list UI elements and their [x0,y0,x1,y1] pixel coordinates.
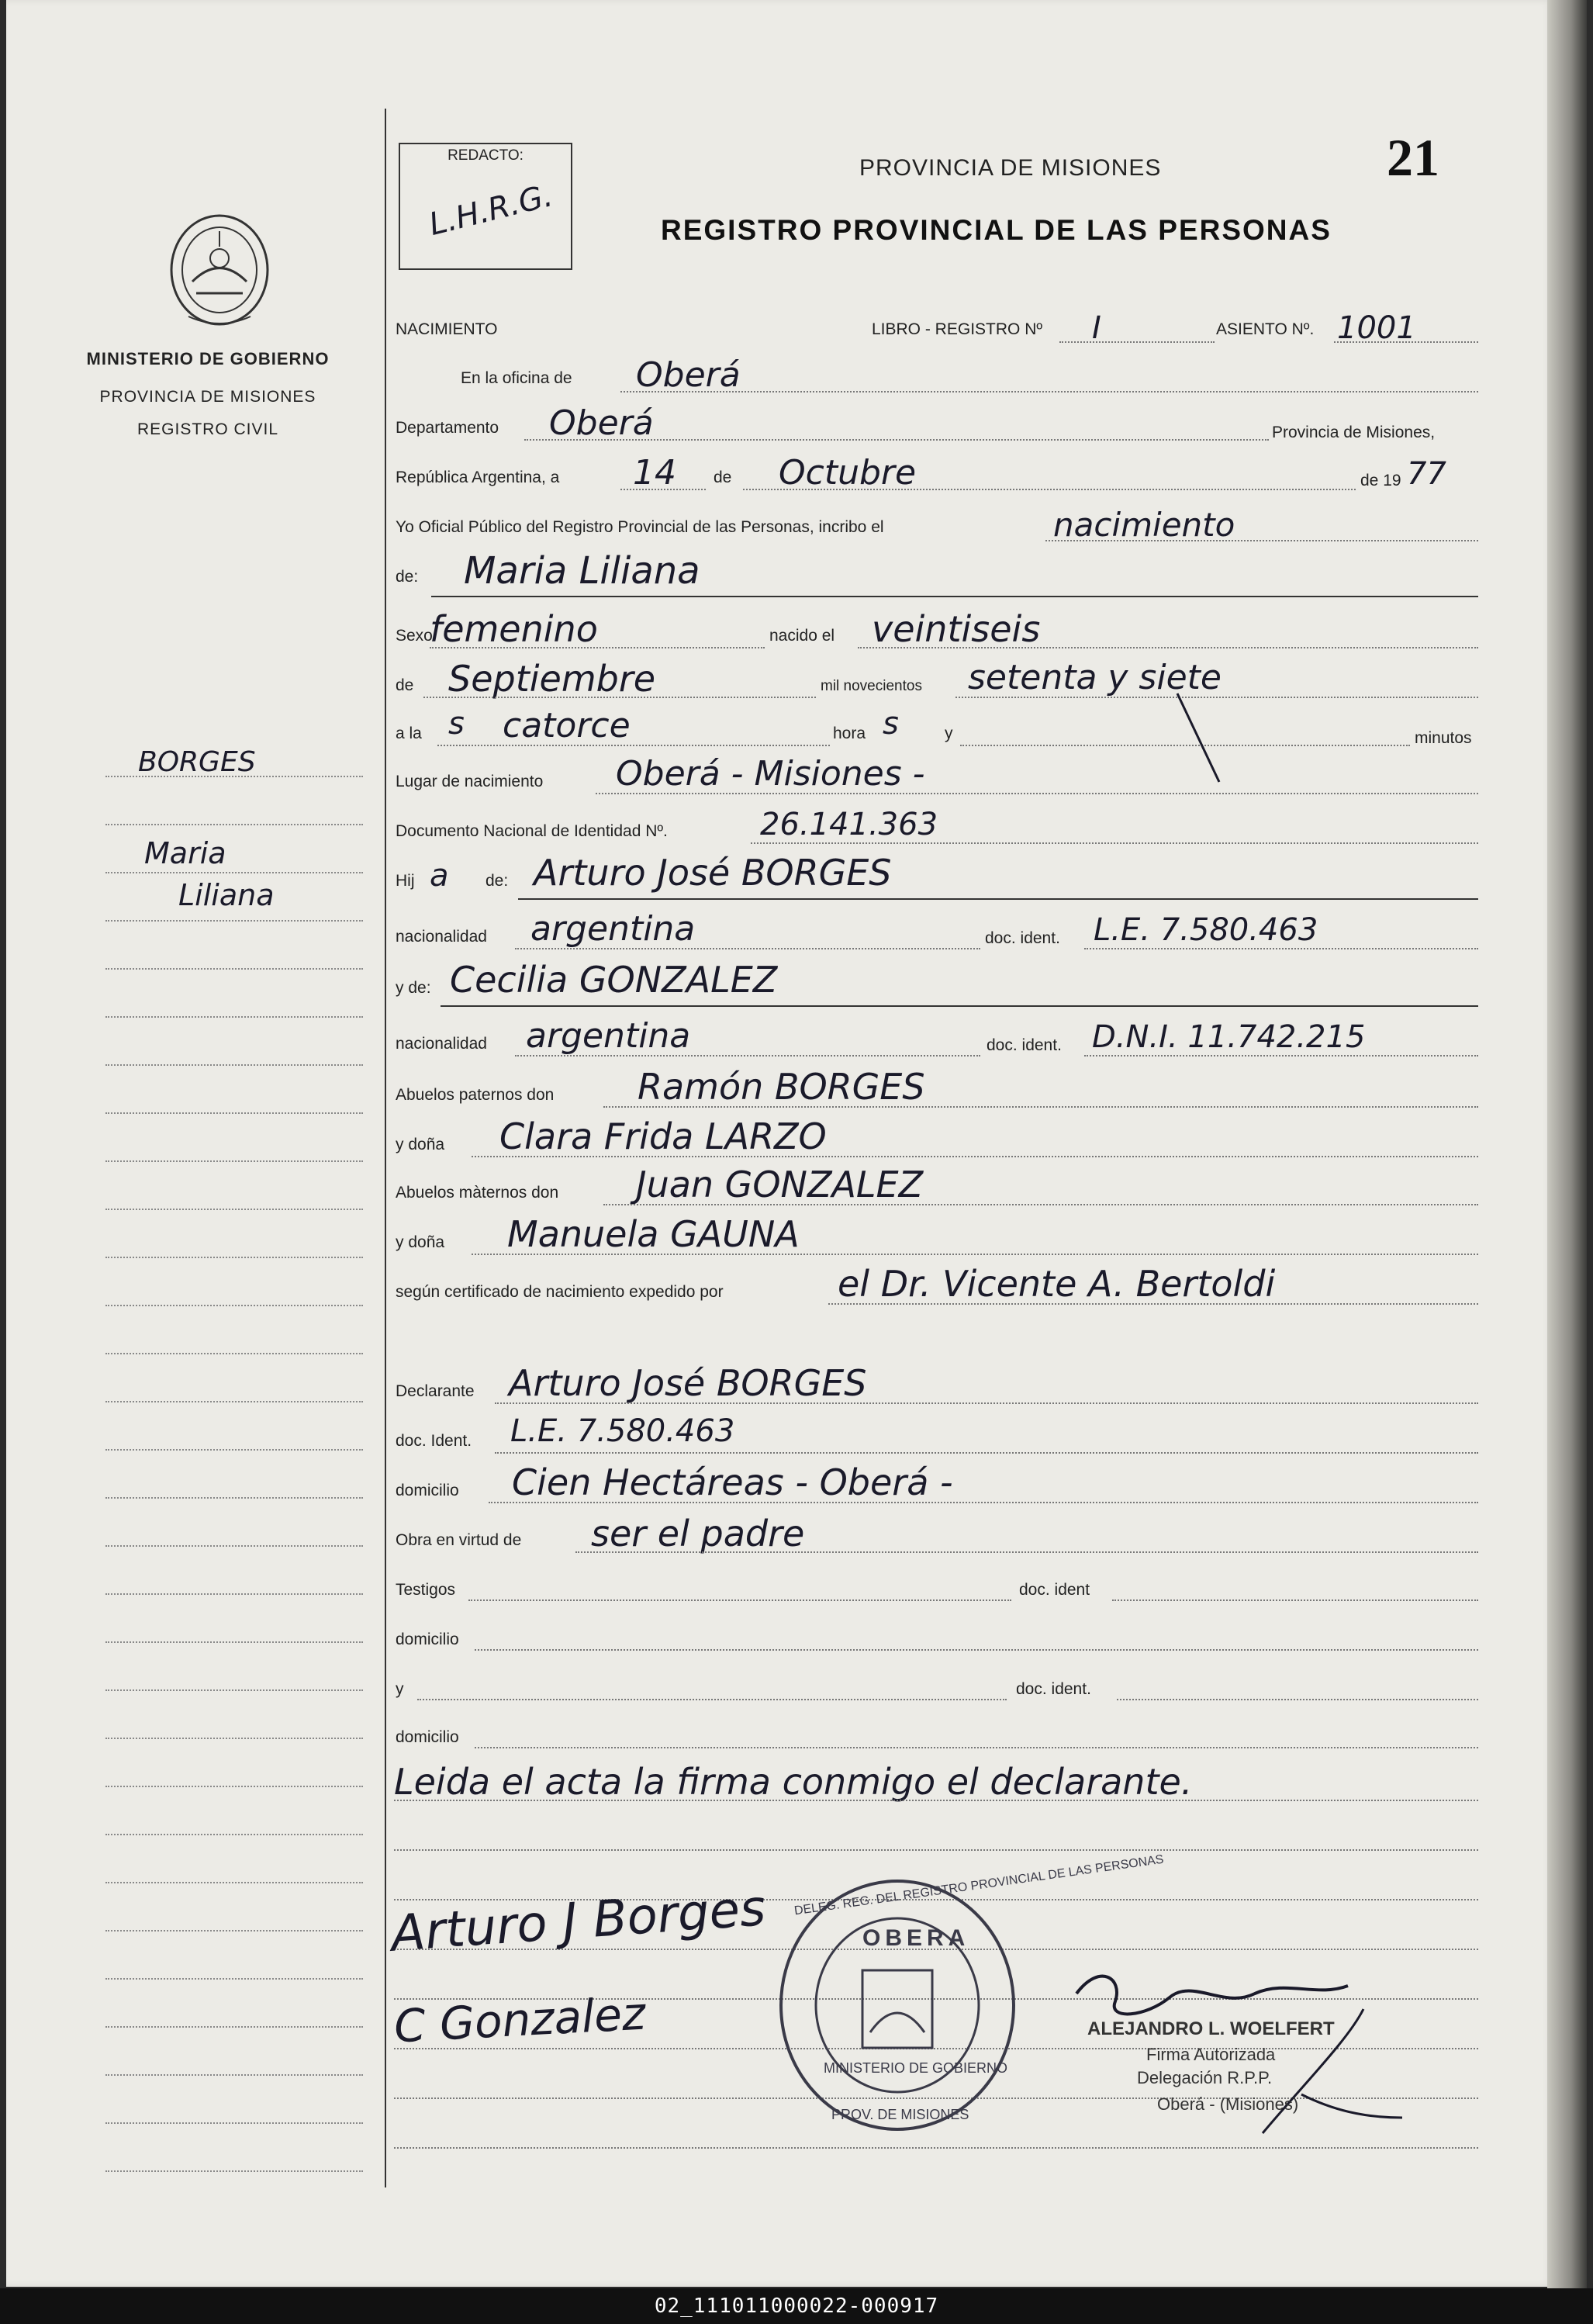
abpat-label: Abuelos paternos don [396,1086,555,1104]
margin-ruled-line [105,1689,363,1691]
margin-ruled-line [105,1786,363,1787]
official-name: ALEJANDRO L. WOELFERT [1087,2018,1335,2039]
image-footer-id: 02_111011000022-000917 [0,2288,1593,2324]
margin-ruled-line [105,1545,363,1547]
sexo-label: Sexo [396,627,433,645]
abmat-label: Abuelos màternos don [396,1184,559,1202]
official-place: Oberá - (Misiones) [1157,2094,1299,2114]
cert-label: según certificado de nacimiento expedido por [396,1283,724,1301]
de-anio-label: de 19 [1360,472,1401,489]
margin-ruled-line [105,2122,363,2124]
ministry-registry: REGISTRO CIVIL [136,420,279,438]
oficina-label: En la oficina de [461,369,572,387]
dni-value: 26.141.363 [760,807,938,842]
nac2-value: argentina [526,1016,691,1056]
nacimiento-label: NACIMIENTO [396,320,498,338]
abpat-value: Ramón BORGES [638,1066,925,1108]
margin-ruled-line [105,1209,363,1210]
docdecl-value: L.E. 7.580.463 [510,1413,735,1449]
de-label-3: de [396,676,414,694]
margin-ruled-line [105,1064,363,1066]
margin-divider [385,109,386,2187]
page-title: REGISTRO PROVINCIAL DE LAS PERSONAS [661,214,1332,246]
dni-label: Documento Nacional de Identidad Nº. [396,822,668,840]
padre-value: Arturo José BORGES [534,852,892,894]
abmat-value: Juan GONZALEZ [636,1164,924,1205]
registry-stamp [769,1852,1165,2133]
hij-label: Hij [396,872,415,890]
margin-ruled-line [105,776,363,777]
margin-ruled-line [105,1593,363,1595]
hij-suffix: a [430,858,449,894]
margin-ruled-line [105,920,363,922]
official-delegation: Delegación R.P.P. [1137,2068,1273,2087]
signature-ruled-line [394,1849,1478,1851]
de-label-4: de: [486,872,509,890]
margin-ruled-line [105,1305,363,1306]
nac1-value: argentina [530,909,696,949]
margin-ruled-line [105,1016,363,1018]
declarante-label: Declarante [396,1382,475,1400]
minutos-label: minutos [1415,729,1472,747]
margin-ruled-line [105,872,363,873]
abmat2-value: Manuela GAUNA [507,1213,800,1255]
horas-suffix: s [883,706,899,742]
mil-value: setenta y siete [968,658,1222,697]
oficial-label: Yo Oficial Público del Registro Provincial de las Personas, incribo el [396,518,884,536]
republica-label: República Argentina, a [396,469,560,486]
official-role: Firma Autorizada [1146,2045,1276,2064]
dia-value: 14 [633,453,676,493]
oficial-value: nacimiento [1053,506,1235,544]
departamento-value: Oberá [549,403,654,443]
doc1-label: doc. ident. [985,929,1060,947]
libro-value: I [1092,310,1101,346]
signature-ruled-line [394,2147,1478,2149]
docident-label: doc. ident [1019,1581,1090,1599]
de-label: de [714,469,732,486]
lugar-value: Oberá - Misiones - [616,754,925,794]
nac1-label: nacionalidad [396,928,487,946]
asiento-label: ASIENTO Nº. [1216,320,1315,338]
doc2-value: D.N.I. 11.742.215 [1092,1019,1366,1055]
margin-ruled-line [105,2074,363,2076]
margin-name-2: Liliana [178,878,275,912]
docdecl-label: doc. Ident. [396,1432,472,1450]
mes-value: Octubre [779,453,917,493]
margin-ruled-line [105,1257,363,1258]
docident2-label: doc. ident. [1016,1680,1091,1698]
anio-value: 77 [1407,456,1446,492]
doc2-label: doc. ident. [987,1036,1062,1054]
certificate-page [6,0,1553,2287]
margin-ruled-line [105,1882,363,1883]
margin-name-1: Maria [144,836,226,870]
domicilio-value: Cien Hectáreas - Oberá - [512,1461,953,1503]
margin-ruled-line [105,1641,363,1643]
header-province: PROVINCIA DE MISIONES [859,155,1162,181]
mes-nac-value: Septiembre [448,658,656,700]
provincia-label: Provincia de Misiones, [1272,424,1436,441]
domicilio2-label: domicilio [396,1631,459,1648]
stamp-inner-text: OBERA [862,1925,970,1951]
y2-label: y [396,1680,404,1698]
domicilio3-label: domicilio [396,1728,459,1746]
ydona1-label: y doña [396,1136,445,1153]
stamp-outer-text: DELEG. REG. DEL REGISTRO PROVINCIAL DE LAS PERSONAS [793,1852,1165,1918]
de-label-2: de: [396,568,419,586]
province-seal-icon [161,208,278,332]
ministry-title: MINISTERIO DE GOBIERNO [86,349,330,368]
margin-ruled-line [105,1497,363,1499]
margin-ruled-line [105,1978,363,1980]
margin-ruled-line [105,1449,363,1451]
margin-ruled-line [105,968,363,970]
ydona2-label: y doña [396,1233,445,1251]
libro-label: LIBRO - REGISTRO Nº [872,320,1043,338]
asiento-value: 1001 [1337,310,1416,346]
nacido-value: veintiseis [872,608,1041,650]
signature-mother: C Gonzalez [392,1987,647,2053]
margin-ruled-line [105,1401,363,1402]
lugar-label: Lugar de nacimiento [396,773,544,790]
oficina-value: Oberá [636,355,741,395]
redacto-box [399,143,572,270]
departamento-label: Departamento [396,419,499,437]
declarante-value: Arturo José BORGES [509,1362,867,1404]
testigos-label: Testigos [396,1581,456,1599]
page-edge [1547,0,1587,2288]
alas-suffix: s [448,706,465,742]
ministry-province: PROVINCIA DE MISIONES [99,388,316,406]
margin-ruled-line [105,1930,363,1931]
nac2-label: nacionalidad [396,1035,487,1053]
alas-label: a la [396,725,422,742]
cierre-text: Leida el acta la firma conmigo el declarante. [394,1761,1193,1803]
mil-label: mil novecientos [821,678,922,694]
abpat2-value: Clara Frida LARZO [499,1115,827,1157]
margin-ruled-line [105,1112,363,1114]
obra-label: Obra en virtud de [396,1531,522,1549]
sexo-value: femenino [430,608,598,650]
margin-ruled-line [105,2170,363,2172]
official-signature-block [1069,1963,1410,2141]
page-number: 21 [1387,128,1439,187]
hora-value: catorce [503,706,631,745]
margin-ruled-line [105,824,363,825]
redacto-label: REDACTO: [447,147,524,164]
obra-value: ser el padre [591,1513,805,1555]
margin-ruled-line [105,1353,363,1354]
margin-ruled-line [105,1834,363,1835]
stamp-bottom-text: MINISTERIO DE GOBIERNO [824,2060,1008,2076]
margin-ruled-line [105,1160,363,1162]
domicilio-label: domicilio [396,1482,459,1499]
margin-ruled-line [105,1738,363,1739]
cert-value: el Dr. Vicente A. Bertoldi [838,1263,1276,1305]
margin-surname: BORGES [138,746,256,778]
nombre-value: Maria Liliana [464,549,700,593]
stamp-prov-text: PROV. DE MISIONES [831,2107,969,2122]
strike-mark-icon [1176,692,1222,785]
y-label: y [945,725,953,742]
madre-value: Cecilia GONZALEZ [450,959,778,1001]
signature-declarant: Arturo J Borges [389,1880,768,1963]
yde-label: y de: [396,979,431,997]
redacto-value: L.H.R.G. [425,178,557,243]
horas-label: hora [833,725,866,742]
nacido-label: nacido el [769,627,835,645]
margin-ruled-line [105,2026,363,2028]
doc1-value: L.E. 7.580.463 [1094,912,1318,948]
